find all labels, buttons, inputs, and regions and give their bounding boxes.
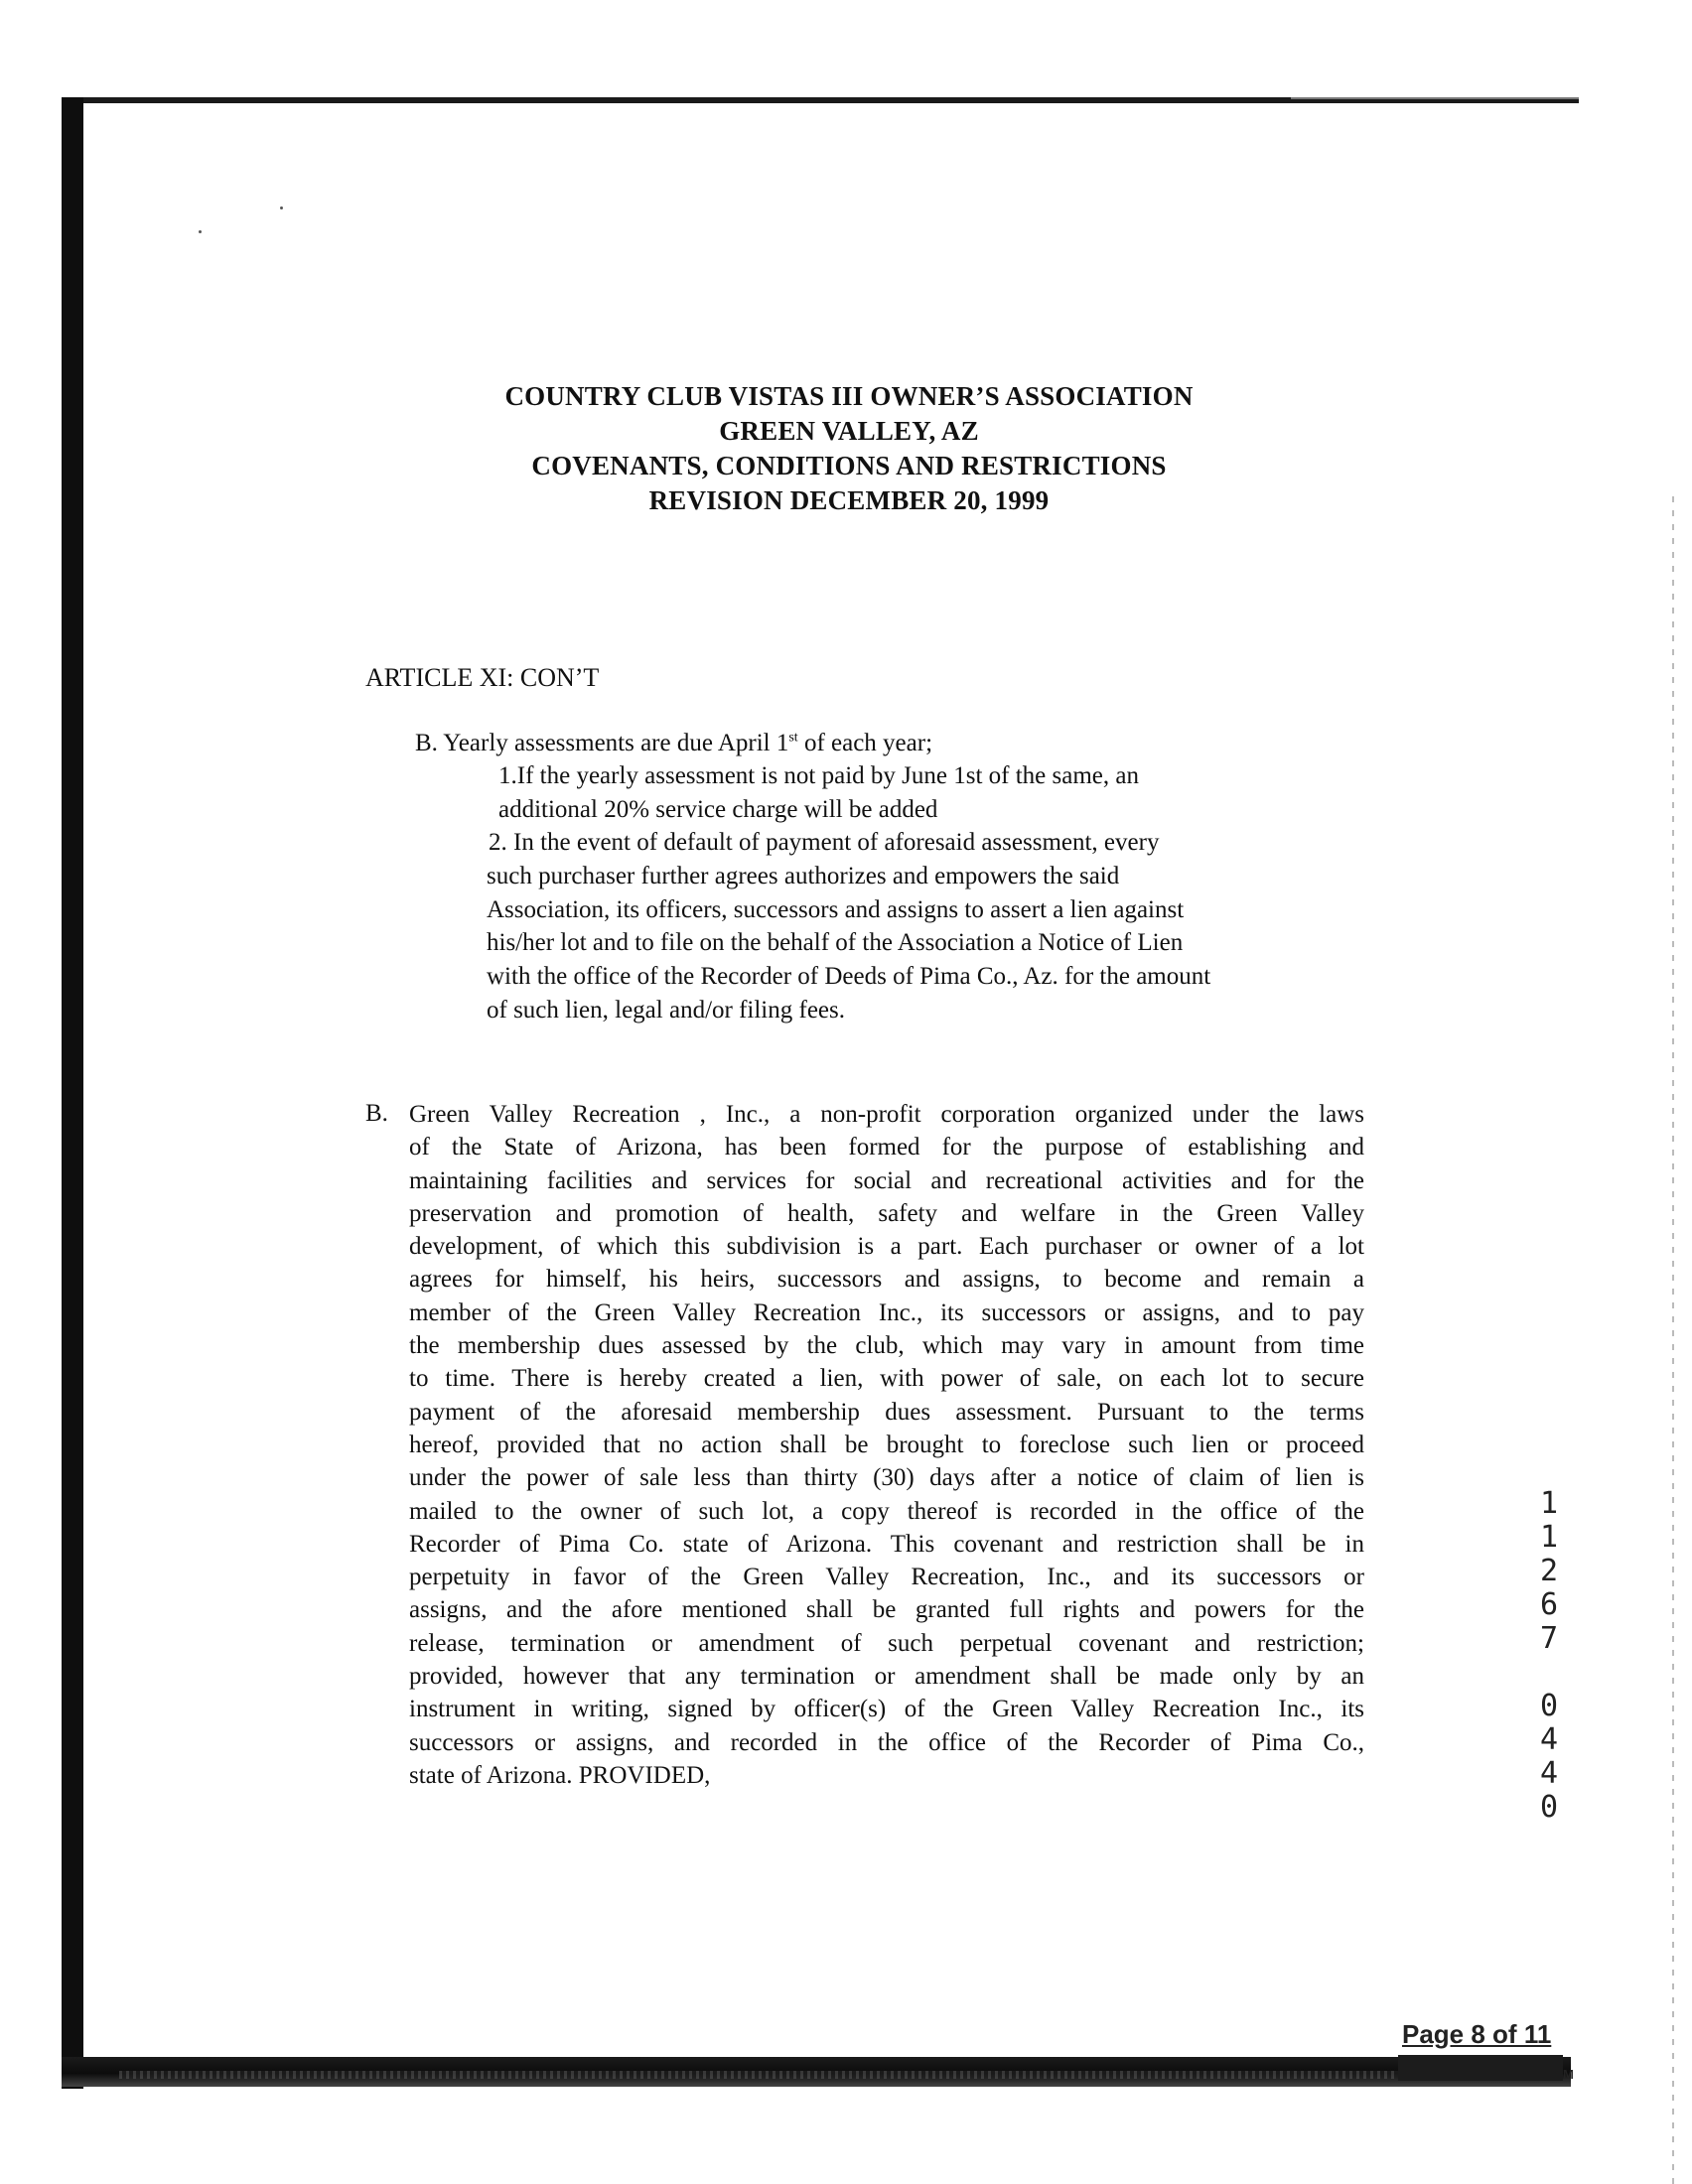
section-b2-line: successors or assigns, and recorded in the office of the Recorder of Pima Co., bbox=[409, 1728, 1364, 1756]
section-b2-line: release, termination or amendment of such perpetual covenant and restriction; bbox=[409, 1629, 1364, 1657]
stamp-digit: 7 bbox=[1539, 1621, 1559, 1656]
section-b1-item2-line: such purchaser further agrees authorizes and empowers the said bbox=[487, 863, 1120, 889]
section-b2-line: provided, however that any termination or amendment shall be made only by an bbox=[409, 1663, 1364, 1691]
section-b1-intro-sup: st bbox=[788, 730, 798, 746]
section-b2-line: member of the Green Valley Recreation Inc., its successors or assigns, and to pay bbox=[409, 1298, 1364, 1326]
footer-dark-band bbox=[1398, 2055, 1563, 2081]
section-b2-line: the membership dues assessed by the club, which may vary in amount from time bbox=[409, 1332, 1364, 1360]
scan-right-edge bbox=[1672, 496, 1674, 2184]
recording-stamp bbox=[1533, 1487, 1565, 1825]
scan-border-left bbox=[62, 97, 83, 2089]
section-b2-line: maintaining facilities and services for social and recreational activities and for the bbox=[409, 1166, 1364, 1194]
section-b2-line: perpetuity in favor of the Green Valley Recreation, Inc., and its successors or bbox=[409, 1564, 1364, 1591]
section-b2-line: hereof, provided that no action shall be brought to foreclose such lien or proceed bbox=[409, 1431, 1364, 1458]
section-b1-intro-text: B. Yearly assessments are due April 1 bbox=[415, 730, 789, 756]
page-number: Page 8 of 11 bbox=[1402, 2019, 1552, 2049]
section-b2-marker: B. bbox=[365, 1100, 388, 1127]
section-b2-line: Green Valley Recreation , Inc., a non-profit corporation organized under the laws bbox=[409, 1101, 1364, 1128]
scan-noise bbox=[119, 2071, 1410, 2079]
stamp-digit: 0 bbox=[1539, 1689, 1559, 1723]
scan-speck bbox=[280, 206, 283, 209]
section-b2-line: to time. There is hereby created a lien, with power of sale, on each lot to secure bbox=[409, 1365, 1364, 1393]
section-b2-line: preservation and promotion of health, safety and welfare in the Green Valley bbox=[409, 1199, 1364, 1227]
section-b2-line: of the State of Arizona, has been formed for the purpose of establishing and bbox=[409, 1134, 1364, 1161]
section-b1-intro bbox=[415, 727, 932, 760]
heading-line-location: GREEN VALLEY, AZ bbox=[719, 416, 979, 446]
article-label: ARTICLE XI: CON’T bbox=[365, 663, 600, 692]
heading-line-title: COVENANTS, CONDITIONS AND RESTRICTIONS bbox=[531, 451, 1167, 480]
stamp-digit: 1 bbox=[1539, 1520, 1559, 1555]
scan-border-top-thin bbox=[1291, 97, 1579, 99]
stamp-digit: 6 bbox=[1539, 1587, 1559, 1622]
section-b2-line: under the power of sale less than thirty (30) days after a notice of claim of lien is bbox=[409, 1464, 1364, 1492]
section-b2-line: assigns, and the afore mentioned shall be granted full rights and powers for the bbox=[409, 1596, 1364, 1624]
section-b2-line: instrument in writing, signed by officer(s) of the Green Valley Recreation Inc., its bbox=[409, 1696, 1364, 1723]
section-b2-line: agrees for himself, his heirs, successors and assigns, to become and remain a bbox=[409, 1266, 1364, 1294]
stamp-digit: 4 bbox=[1539, 1756, 1559, 1791]
stamp-digit: 4 bbox=[1539, 1722, 1559, 1757]
section-b1-item2-line: his/her lot and to file on the behalf of the Association a Notice of Lien bbox=[487, 929, 1184, 956]
footer-trailing-text: M bbox=[1563, 2067, 1574, 2082]
section-b2-line: development, of which this subdivision is a part. Each purchaser or owner of a lot bbox=[409, 1233, 1364, 1261]
stamp-digit: 2 bbox=[1539, 1554, 1559, 1588]
document-heading bbox=[377, 379, 1321, 518]
stamp-digit: 0 bbox=[1539, 1790, 1559, 1825]
section-b2-paragraph bbox=[409, 1098, 1364, 1792]
stamp-gap bbox=[1533, 1656, 1565, 1690]
section-b1-item1-line1: 1.If the yearly assessment is not paid by June 1st of the same, an bbox=[498, 762, 1139, 789]
scan-speck bbox=[199, 230, 202, 233]
section-b1-item2-line: of such lien, legal and/or filing fees. bbox=[487, 997, 845, 1024]
heading-line-association: COUNTRY CLUB VISTAS III OWNER’S ASSOCIATION bbox=[504, 381, 1194, 411]
section-b2-line: state of Arizona. PROVIDED, bbox=[409, 1761, 711, 1789]
section-b2-line: Recorder of Pima Co. state of Arizona. This covenant and restriction shall be in bbox=[409, 1530, 1364, 1558]
section-b1-intro-tail: of each year; bbox=[797, 730, 933, 756]
stamp-digit: 1 bbox=[1539, 1486, 1559, 1521]
section-b1-item2-line: with the office of the Recorder of Deeds of Pima Co., Az. for the amount bbox=[487, 963, 1211, 990]
section-b2-line: payment of the aforesaid membership dues assessment. Pursuant to the terms bbox=[409, 1398, 1364, 1426]
section-b1-item1-line2: additional 20% service charge will be added bbox=[498, 796, 938, 823]
section-b1-item2-line: Association, its officers, successors and assigns to assert a lien against bbox=[487, 896, 1185, 923]
section-b2-line: mailed to the owner of such lot, a copy thereof is recorded in the office of the bbox=[409, 1497, 1364, 1525]
section-b1-item2-line: 2. In the event of default of payment of aforesaid assessment, every bbox=[489, 829, 1160, 856]
heading-line-revision: REVISION DECEMBER 20, 1999 bbox=[648, 485, 1050, 515]
